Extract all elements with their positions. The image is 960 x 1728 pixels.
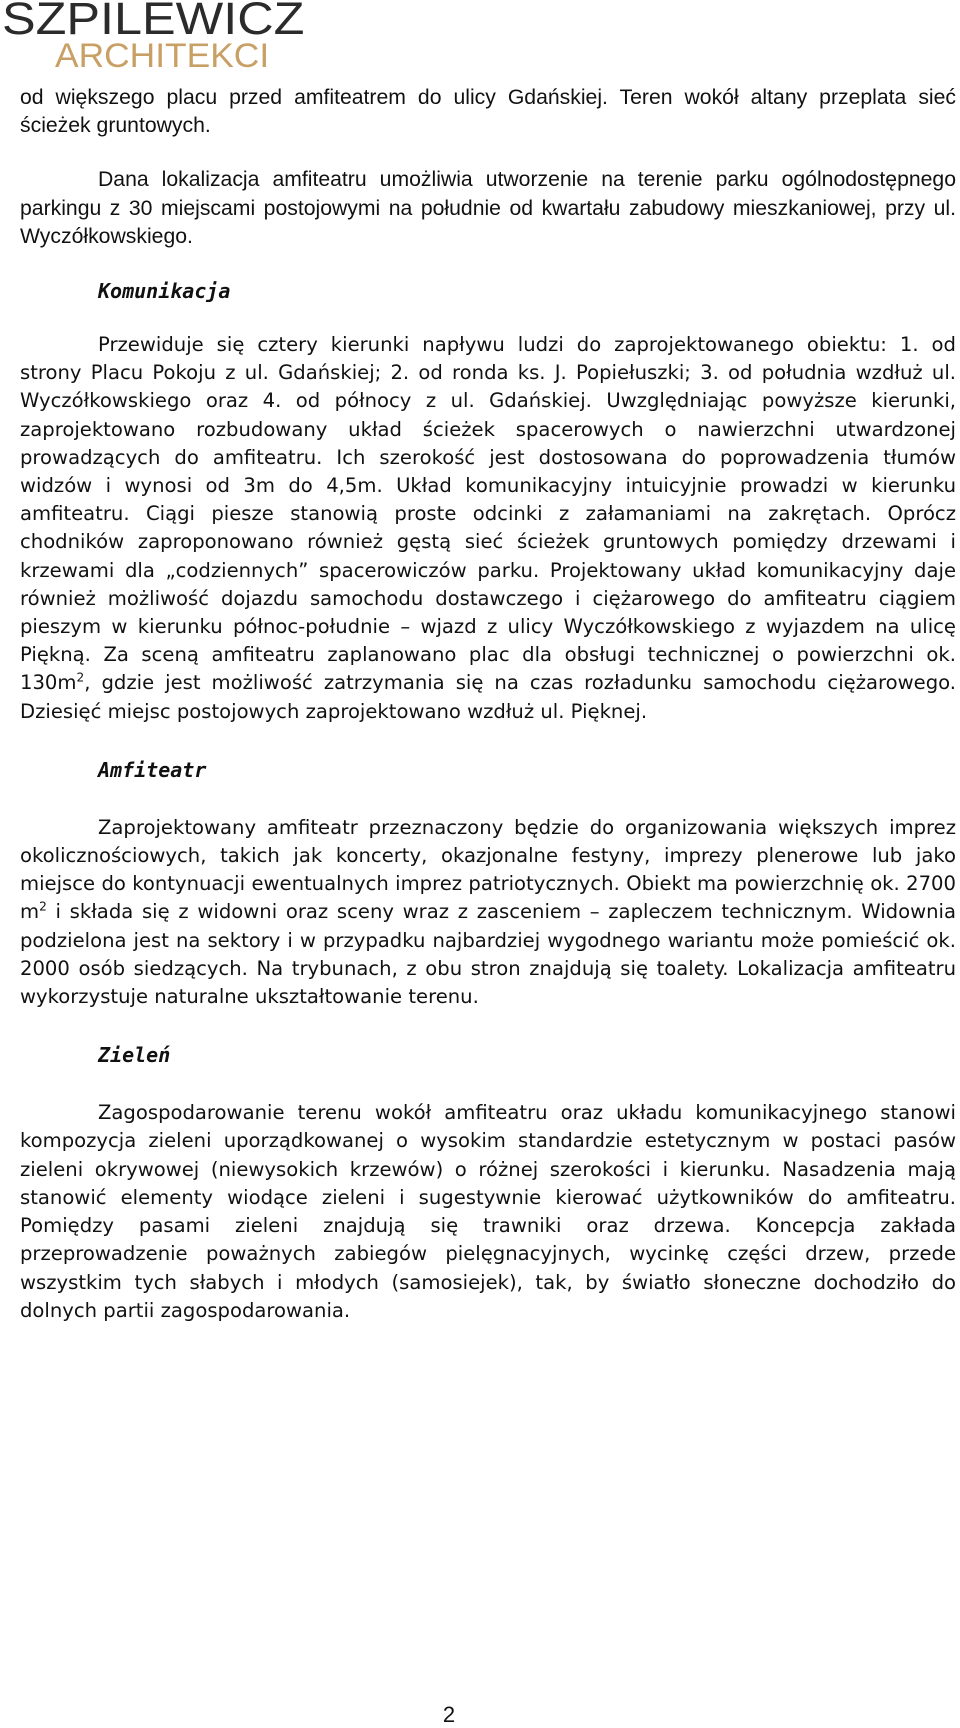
document-body — [20, 84, 956, 1325]
intro-paragraph-continued: od większego placu przed amfiteatrem do ulicy Gdańskiej. Teren wokół altany przeplata sieć ścieżek gruntowych. — [20, 86, 956, 138]
komunikacja-text-part2: , gdzie jest możliwość zatrzymania się na czas rozładunku samochodu ciężarowego. Dziesięć miejsc postojowych zaprojektowano wzdłuż ul. Pięknej. — [20, 671, 956, 723]
logo-name-text: SZPILEWICZ — [2, 0, 305, 44]
amfiteatr-superscript: 2 — [39, 900, 47, 915]
section-paragraph-komunikacja — [20, 331, 956, 726]
intro-paragraph-parking: Dana lokalizacja amfiteatru umożliwia utworzenie na terenie parku ogólnodostępnego parkingu z 30 miejscami postojowymi na południe od kwartału zabudowy mieszkaniowej, przy ul. Wyczółkowskiego. — [20, 168, 956, 248]
page-number: 2 — [442, 1702, 456, 1727]
section-heading-amfiteatr: Amfiteatr — [98, 757, 207, 782]
amfiteatr-text-part1: Zaprojektowany amfiteatr przeznaczony będzie do organizowania większych imprez okolicznościowych, takich jak koncerty, okazjonalne festyny, imprezy plenerowe lub jako miejsce do kontynuacji ewentualnych imprez patriotycznych. Obiekt ma powierzchnię ok. 2700 m — [20, 815, 956, 924]
logo-subtitle-text: ARCHITEKCI — [55, 37, 270, 75]
komunikacja-text-part1: Przewiduje się cztery kierunki napływu ludzi do zaprojektowanego obiektu: 1. od strony Placu Pokoju z ul. Gdańskiej; 2. od ronda ks. J. Popiełuszki; 3. od południa wzdłuż ul. Wyczółkowskiego oraz 4. od północy z ul. Gdańskiej. Uwzględniając powyższe kierunki, zaprojektowano rozbudowany układ ścieżek spacerowych o nawierzchni utwardzonej prowadzących do amfiteatru. Ich szerokość jest dostosowana do poprowadzenia tłumów widzów i wynosi od 3m do 4,5m. Układ komunikacyjny intuicyjnie prowadzi w kierunku amfiteatru. Ciągi piesze stanowią proste odcinki z załamaniami na zakrętach. Oprócz chodników zaproponowano również gęstą sieć ścieżek gruntowych pomiędzy drzewami i krzewami dla „codziennych” spacerowiczów parku. Projektowany układ komunikacyjny daje również możliwość dojazdu samochodu dostawczego i ciężarowego do amfiteatru ciągiem pieszym w kierunku północ-południe – wjazd z ulicy Wyczółkowskiego z wyjazdem na ulicę Piękną. Za sceną amfiteatru zaplanowano plac dla obsługi technicznej o powierzchni ok. 130m — [20, 333, 956, 695]
section-heading-zielen: Zieleń — [98, 1043, 171, 1068]
section-heading-komunikacja: Komunikacja — [98, 279, 231, 304]
section-paragraph-zielen: Zagospodarowanie terenu wokół amfiteatru oraz układu komunikacyjnego stanowi kompozycja zieleni uporządkowanej o wysokim standardzie estetycznym w postaci pasów zieleni okrywowej (niewysokich krzewów) o różnej szerokości i kierunku. Nasadzenia mają stanowić elementy wiodące zieleni i sugestywnie kierować użytkowników do amfiteatru. Pomiędzy pasami zieleni znajdują się trawniki oraz drzewa. Koncepcja zakłada przeprowadzenie poważnych zabiegów pielęgnacyjnych, wycinkę części drzew, przede wszystkim tych słabych i młodych (samosiejek), tak, by światło słoneczne dochodziło do dolnych partii zagospodarowania. — [20, 1101, 956, 1322]
company-logo — [0, 0, 305, 80]
amfiteatr-text-part2: i składa się z widowni oraz sceny wraz z zasceniem – zapleczem technicznym. Widownia podzielona jest na sektory i w przypadku najbardziej wygodnego wariantu może pomieścić ok. 2000 osób siedzących. Na trybunach, z obu stron znajdują się toalety. Lokalizacja amfiteatru wykorzystuje naturalne ukształtowanie terenu. — [20, 900, 956, 1009]
komunikacja-superscript: 2 — [76, 671, 85, 686]
section-paragraph-amfiteatr — [20, 814, 956, 1011]
